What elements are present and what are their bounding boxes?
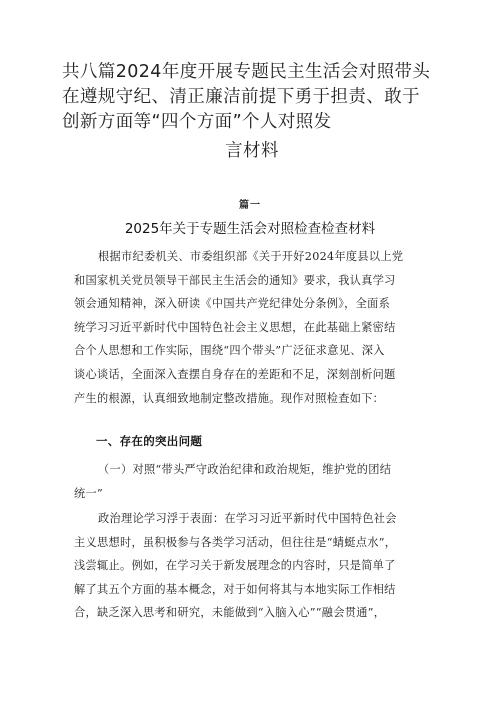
title-line: 创新方面等“四个方面”个人对照发 — [62, 112, 332, 132]
paragraph-line: 和国家机关党员领导干部民主生活会的通知》要求，我认真学习 — [74, 273, 396, 287]
title-line: 在遵规守纪、清正廉洁前提下勇于担责、敢于 — [62, 87, 420, 107]
paragraph-line: 统一” — [74, 486, 103, 500]
part-label: 篇一 — [239, 200, 261, 211]
subsection-heading-paragraph — [74, 458, 430, 505]
paragraph-line: 合个人思想和工作实际，围绕“四个带头”广泛征求意见、深入 — [74, 344, 385, 358]
paragraph-line: 浅尝辄止。例如，在学习关于新发展理念的内容时，只是简单了 — [74, 559, 396, 573]
body-paragraph — [74, 507, 430, 625]
paragraph-line: 谈心谈话，全面深入查摆自身存在的差距和不足，深刻剖析问题 — [74, 367, 396, 381]
paragraph-line: 根据市纪委机关、市委组织部《关于开好2024年度县以上党 — [98, 250, 404, 263]
paragraph-line: 统学习习近平新时代中国特色社会主义思想，在此基础上紧密结 — [74, 320, 396, 334]
paragraph-line: 合，缺乏深入思考和研究，未能做到“入脑入心”“融会贯通”， — [74, 606, 386, 620]
paragraph-line: 政治理论学习浮于表面：在学习习近平新时代中国特色社会 — [98, 512, 397, 525]
paragraph-line: 领会通知精神，深入研读《中国共产党纪律处分条例》，全面系 — [74, 297, 391, 311]
section-heading: 一、存在的突出问题 — [96, 434, 203, 448]
title-line: 共八篇2024年度开展专题民主生活会对照带头 — [62, 62, 431, 82]
paragraph-line: 解了其五个方面的基本概念，对于如何将其与本地实际工作相结 — [74, 582, 396, 596]
paragraph-line: （一）对照“带头严守政治纪律和政治规矩，维护党的团结 — [98, 463, 392, 476]
section-subtitle: 2025年关于专题生活会对照检查检查材料 — [124, 221, 376, 237]
paragraph-line: 产生的根源，认真细致地制定整改措施。现作对照检查如下： — [74, 391, 385, 405]
paragraph-line: 主义思想时，虽积极参与各类学习活动，但往往是“蜻蜓点水”， — [74, 535, 397, 549]
intro-paragraph — [74, 245, 430, 410]
title-line: 言材料 — [225, 141, 279, 161]
document-title — [62, 60, 442, 164]
